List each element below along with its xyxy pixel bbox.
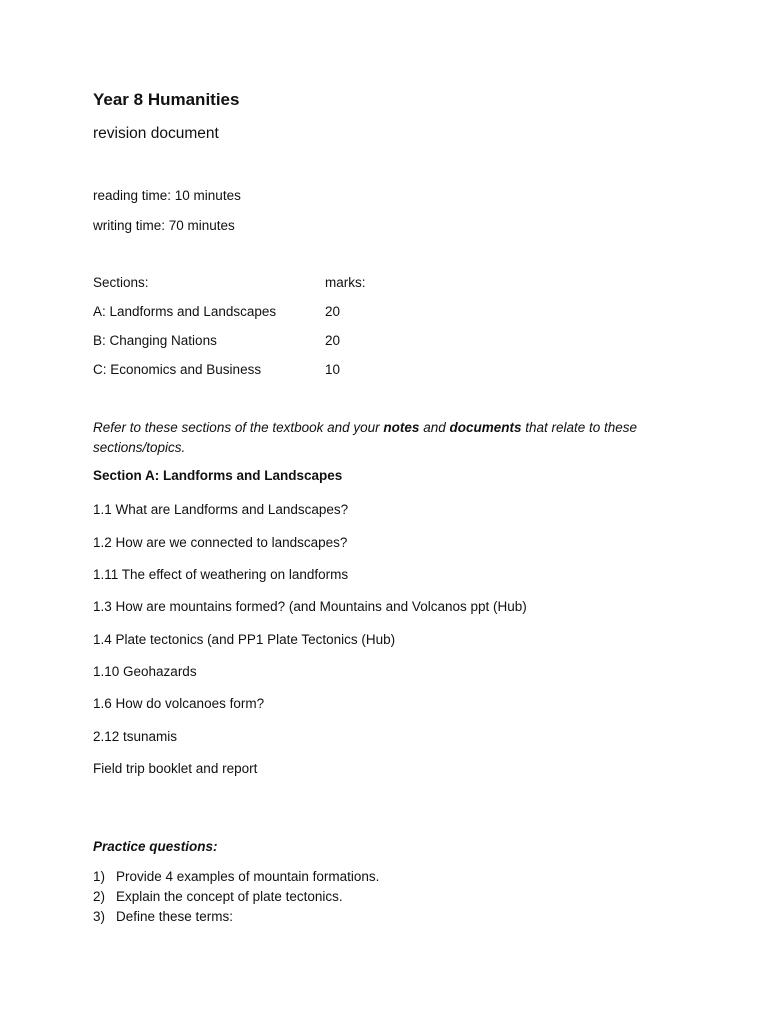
refer-text: and xyxy=(419,420,450,435)
section-row-marks: 20 xyxy=(325,333,341,348)
section-row-marks: 20 xyxy=(325,304,341,319)
topic-item: 1.2 How are we connected to landscapes? xyxy=(93,535,348,550)
section-row-label: B: Changing Nations xyxy=(93,333,217,348)
section-row-label: A: Landforms and Landscapes xyxy=(93,304,277,319)
refer-text: Refer to these sections of the textbook and your xyxy=(93,420,384,435)
topic-item: 1.11 The effect of weathering on landforms xyxy=(93,567,349,582)
practice-question xyxy=(93,887,379,907)
practice-question xyxy=(93,907,379,927)
document-subtitle: revision document xyxy=(93,125,219,142)
reading-time: reading time: 10 minutes xyxy=(93,188,241,203)
section-row-marks: 10 xyxy=(325,362,341,377)
question-number: 1) xyxy=(93,869,106,884)
topic-item: 2.12 tsunamis xyxy=(93,729,178,744)
refer-documents: documents xyxy=(449,420,522,435)
topic-item: 1.6 How do volcanoes form? xyxy=(93,696,265,711)
refer-instruction xyxy=(93,418,673,458)
practice-question-list xyxy=(93,867,379,927)
topic-item: 1.10 Geohazards xyxy=(93,664,197,679)
question-text: Explain the concept of plate tectonics. xyxy=(116,889,343,904)
question-number: 2) xyxy=(93,889,106,904)
question-number: 3) xyxy=(93,909,106,924)
topic-item: 1.4 Plate tectonics (and PP1 Plate Tectonics (Hub) xyxy=(93,632,396,647)
practice-question xyxy=(93,867,379,887)
writing-time: writing time: 70 minutes xyxy=(93,218,235,233)
section-a-heading: Section A: Landforms and Landscapes xyxy=(93,468,343,483)
marks-header: marks: xyxy=(325,275,366,290)
document-title: Year 8 Humanities xyxy=(93,90,240,109)
topic-item: Field trip booklet and report xyxy=(93,761,258,776)
question-text: Define these terms: xyxy=(116,909,234,924)
practice-heading: Practice questions: xyxy=(93,839,218,854)
sections-header: Sections: xyxy=(93,275,149,290)
question-text: Provide 4 examples of mountain formations. xyxy=(116,869,380,884)
refer-text: that relate to these sections/topics. xyxy=(93,420,638,455)
refer-notes: notes xyxy=(383,420,420,435)
topic-item: 1.3 How are mountains formed? (and Mountains and Volcanos ppt (Hub) xyxy=(93,599,527,614)
topic-item: 1.1 What are Landforms and Landscapes? xyxy=(93,502,349,517)
section-row-label: C: Economics and Business xyxy=(93,362,262,377)
